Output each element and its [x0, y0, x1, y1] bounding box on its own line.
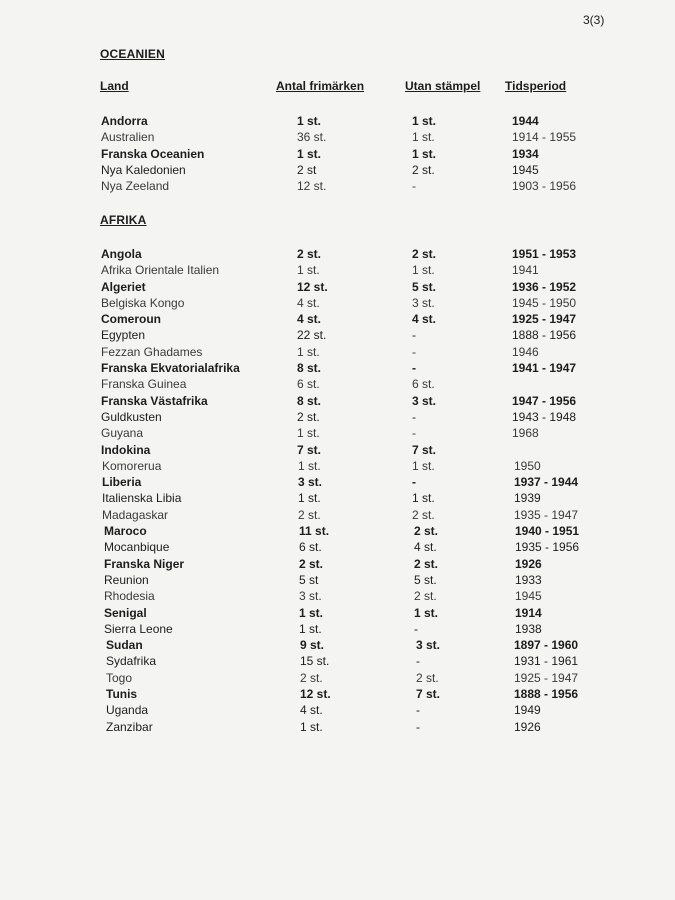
table-row: [0, 410, 675, 426]
table-row: [0, 247, 675, 263]
table-row: [0, 147, 675, 163]
stamp-count-cell: 1 st.: [297, 146, 322, 161]
unstamped-cell: 3 st.: [412, 393, 437, 408]
period-cell: 1935 - 1956: [515, 540, 580, 555]
period-cell: 1943 - 1948: [512, 409, 577, 424]
country-cell: Sudan: [106, 638, 143, 653]
unstamped-cell: 1 st.: [414, 605, 439, 620]
stamp-count-cell: 12 st.: [297, 279, 328, 294]
stamp-count-cell: 1 st.: [298, 491, 321, 506]
stamp-count-cell: 2 st: [297, 162, 317, 177]
country-cell: Senigal: [104, 605, 147, 620]
unstamped-cell: -: [416, 703, 420, 718]
stamp-count-cell: 8 st.: [297, 361, 322, 376]
period-cell: 1936 - 1952: [512, 279, 577, 294]
country-cell: Australien: [101, 130, 155, 145]
stamp-count-cell: 1 st.: [297, 263, 320, 278]
period-cell: 1888 - 1956: [512, 328, 577, 343]
country-cell: Comeroun: [101, 312, 161, 327]
section-title-oceanien: OCEANIEN: [100, 47, 165, 61]
stamp-count-cell: 4 st.: [297, 295, 320, 310]
table-row: [0, 296, 675, 312]
page-number: 3(3): [583, 13, 605, 27]
period-cell: 1914: [515, 605, 542, 620]
unstamped-cell: 2 st.: [416, 670, 439, 685]
stamp-count-cell: 11 st.: [299, 524, 330, 539]
country-cell: Togo: [106, 670, 133, 685]
country-cell: Nya Kaledonien: [101, 162, 186, 177]
country-cell: Franska Ekvatorialafrika: [101, 361, 240, 376]
table-row: [0, 114, 675, 130]
period-cell: 1903 - 1956: [512, 179, 577, 194]
unstamped-cell: -: [412, 179, 416, 194]
stamp-count-cell: 1 st.: [299, 605, 324, 620]
stamp-count-cell: 12 st.: [297, 179, 327, 194]
country-cell: Rhodesia: [104, 589, 155, 604]
stamp-count-cell: 1 st.: [297, 344, 320, 359]
table-row: [0, 361, 675, 377]
afrika-table: [0, 247, 675, 736]
unstamped-cell: 1 st.: [412, 146, 437, 161]
unstamped-cell: -: [416, 719, 420, 734]
table-row: [0, 622, 675, 638]
table-row: [0, 671, 675, 687]
period-cell: 1933: [515, 572, 542, 587]
unstamped-cell: 2 st.: [414, 589, 437, 604]
stamp-count-cell: 4 st.: [297, 312, 322, 327]
table-row: [0, 163, 675, 179]
table-row: [0, 280, 675, 296]
stamp-count-cell: 22 st.: [297, 328, 327, 343]
table-row: [0, 130, 675, 146]
unstamped-cell: 4 st.: [412, 312, 437, 327]
stamp-count-cell: 2 st.: [298, 507, 321, 522]
stamp-count-cell: 36 st.: [297, 130, 327, 145]
stamp-count-cell: 8 st.: [297, 393, 322, 408]
period-cell: 1968: [512, 426, 539, 441]
unstamped-cell: 1 st.: [412, 114, 437, 128]
period-cell: 1934: [512, 146, 539, 161]
country-cell: Algeriet: [101, 279, 146, 294]
stamp-count-cell: 3 st.: [298, 475, 323, 490]
stamp-count-cell: 1 st.: [298, 458, 321, 473]
country-cell: Afrika Orientale Italien: [101, 263, 220, 278]
unstamped-cell: -: [412, 475, 416, 490]
table-row: [0, 426, 675, 442]
country-cell: Zanzibar: [106, 719, 153, 734]
stamp-count-cell: 2 st.: [300, 670, 323, 685]
unstamped-cell: 5 st.: [414, 572, 437, 587]
table-row: [0, 638, 675, 654]
country-cell: Franska Niger: [104, 556, 185, 571]
stamp-count-cell: 2 st.: [299, 556, 324, 571]
period-cell: 1944: [512, 114, 539, 128]
country-cell: Mocanbique: [104, 540, 170, 555]
table-row: [0, 377, 675, 393]
table-row: [0, 263, 675, 279]
country-cell: Indokina: [101, 442, 151, 457]
table-row: [0, 540, 675, 556]
table-row: [0, 179, 675, 195]
period-cell: 1945 - 1950: [512, 295, 577, 310]
table-row: [0, 459, 675, 475]
stamp-count-cell: 6 st.: [297, 377, 320, 392]
table-row: [0, 475, 675, 491]
period-cell: 1945: [515, 589, 542, 604]
country-cell: Reunion: [104, 572, 149, 587]
period-cell: 1951 - 1953: [512, 247, 577, 261]
unstamped-cell: 7 st.: [416, 687, 441, 702]
period-cell: 1941 - 1947: [512, 361, 577, 376]
table-row: [0, 491, 675, 507]
unstamped-cell: 3 st.: [412, 295, 435, 310]
table-row: [0, 557, 675, 573]
period-cell: 1947 - 1956: [512, 393, 577, 408]
unstamped-cell: 4 st.: [414, 540, 437, 555]
table-row: [0, 508, 675, 524]
period-cell: 1925 - 1947: [512, 312, 577, 327]
country-cell: Franska Guinea: [101, 377, 187, 392]
country-cell: Sydafrika: [106, 654, 157, 669]
period-cell: 1888 - 1956: [514, 687, 579, 702]
table-row: [0, 654, 675, 670]
stamp-count-cell: 9 st.: [300, 638, 325, 653]
country-cell: Madagaskar: [102, 507, 169, 522]
table-row: [0, 720, 675, 736]
country-cell: Maroco: [104, 524, 147, 539]
unstamped-cell: 3 st.: [416, 638, 441, 653]
country-cell: Andorra: [101, 114, 148, 128]
table-row: [0, 312, 675, 328]
unstamped-cell: 1 st.: [412, 458, 435, 473]
period-cell: 1931 - 1961: [514, 654, 579, 669]
table-row: [0, 524, 675, 540]
country-cell: Egypten: [101, 328, 146, 343]
stamp-count-cell: 4 st.: [300, 703, 323, 718]
period-cell: 1897 - 1960: [514, 638, 579, 653]
country-cell: Belgiska Kongo: [101, 295, 185, 310]
unstamped-cell: 1 st.: [412, 263, 435, 278]
table-row: [0, 606, 675, 622]
period-cell: 1926: [515, 556, 542, 571]
header-antal-frimarken: Antal frimärken: [276, 79, 365, 93]
stamp-count-cell: 1 st.: [300, 719, 323, 734]
period-cell: 1938: [515, 621, 542, 636]
header-land: Land: [100, 79, 129, 93]
country-cell: Nya Zeeland: [101, 179, 170, 194]
table-row: [0, 573, 675, 589]
table-row: [0, 703, 675, 719]
stamp-count-cell: 5 st: [299, 572, 319, 587]
stamp-count-cell: 12 st.: [300, 687, 331, 702]
country-cell: Italienska Libia: [102, 491, 182, 506]
table-row: [0, 589, 675, 605]
stamp-count-cell: 6 st.: [299, 540, 322, 555]
unstamped-cell: 2 st.: [412, 247, 437, 261]
country-cell: Sierra Leone: [104, 621, 173, 636]
unstamped-cell: 6 st.: [412, 377, 435, 392]
header-utan-stampel: Utan stämpel: [405, 79, 481, 93]
period-cell: 1937 - 1944: [514, 475, 579, 490]
unstamped-cell: 1 st.: [412, 491, 435, 506]
unstamped-cell: 5 st.: [412, 279, 437, 294]
unstamped-cell: -: [412, 328, 416, 343]
section-title-afrika: AFRIKA: [100, 213, 147, 227]
unstamped-cell: -: [416, 654, 420, 669]
table-row: [0, 345, 675, 361]
stamp-count-cell: 2 st.: [297, 247, 322, 261]
stamp-count-cell: 2 st.: [297, 409, 320, 424]
stamp-count-cell: 15 st.: [300, 654, 330, 669]
table-row: [0, 394, 675, 410]
country-cell: Komorerua: [102, 458, 162, 473]
unstamped-cell: -: [412, 344, 416, 359]
period-cell: 1926: [514, 719, 541, 734]
stamp-count-cell: 1 st.: [297, 426, 320, 441]
table-row: [0, 443, 675, 459]
unstamped-cell: -: [414, 621, 418, 636]
country-cell: Angola: [101, 247, 142, 261]
unstamped-cell: -: [412, 426, 416, 441]
period-cell: 1946: [512, 344, 539, 359]
period-cell: 1949: [514, 703, 541, 718]
period-cell: 1939: [514, 491, 541, 506]
period-cell: 1914 - 1955: [512, 130, 577, 145]
unstamped-cell: 7 st.: [412, 442, 437, 457]
country-cell: Guyana: [101, 426, 144, 441]
unstamped-cell: 2 st.: [414, 556, 439, 571]
country-cell: Franska Västafrika: [101, 393, 208, 408]
unstamped-cell: -: [412, 409, 416, 424]
unstamped-cell: -: [412, 361, 416, 376]
period-cell: 1925 - 1947: [514, 670, 579, 685]
unstamped-cell: 1 st.: [412, 130, 435, 145]
country-cell: Franska Oceanien: [101, 146, 205, 161]
country-cell: Fezzan Ghadames: [101, 344, 203, 359]
stamp-count-cell: 7 st.: [297, 442, 322, 457]
unstamped-cell: 2 st.: [412, 507, 435, 522]
period-cell: 1950: [514, 458, 541, 473]
unstamped-cell: 2 st.: [414, 524, 439, 539]
header-tidsperiod: Tidsperiod: [505, 79, 567, 93]
stamp-count-cell: 1 st.: [299, 621, 322, 636]
unstamped-cell: 2 st.: [412, 162, 435, 177]
table-row: [0, 687, 675, 703]
stamp-count-cell: 3 st.: [299, 589, 322, 604]
country-cell: Guldkusten: [101, 409, 162, 424]
period-cell: 1941: [512, 263, 539, 278]
country-cell: Tunis: [106, 687, 138, 702]
period-cell: 1945: [512, 162, 539, 177]
period-cell: 1940 - 1951: [515, 524, 580, 539]
period-cell: 1935 - 1947: [514, 507, 579, 522]
table-row: [0, 328, 675, 344]
stamp-count-cell: 1 st.: [297, 114, 322, 128]
country-cell: Liberia: [102, 475, 142, 490]
country-cell: Uganda: [106, 703, 149, 718]
oceanien-table: [0, 114, 675, 195]
